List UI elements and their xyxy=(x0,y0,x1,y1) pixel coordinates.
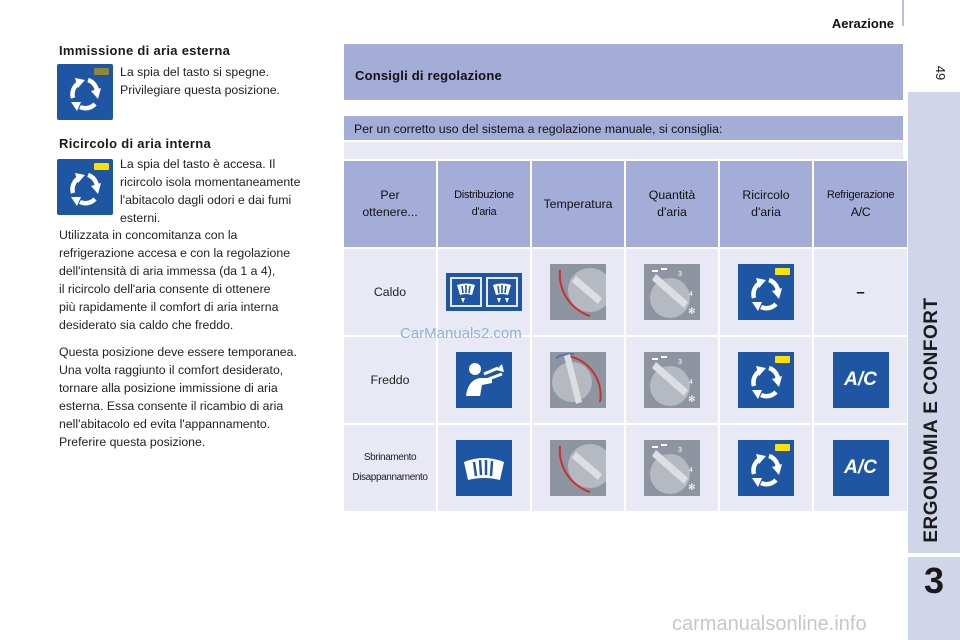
fan-speed-knob-icon xyxy=(644,440,700,496)
svg-text:4: 4 xyxy=(689,467,693,474)
distribution-cell xyxy=(438,337,530,423)
fan-speed-knob-icon xyxy=(644,264,700,320)
windscreen-defrost-icon xyxy=(456,440,512,496)
advice-panel-title: Consigli di regolazione xyxy=(355,68,502,83)
indicator-lamp-on xyxy=(94,163,109,170)
chapter-number: 3 xyxy=(923,560,945,601)
air-quantity-cell xyxy=(626,337,718,423)
chapter-title-vertical: ERGONOMIA E CONFORT xyxy=(921,297,942,543)
header-air-quantity: Quantità d'aria xyxy=(626,161,718,247)
section-title-recirculation: Ricircolo di aria interna xyxy=(59,136,211,151)
recirculation-cell xyxy=(720,425,812,511)
svg-text:✻: ✻ xyxy=(688,394,696,404)
temporary-position-paragraph: Questa posizione deve essere temporanea. Una volta raggiunto il comfort desiderato, tornare alla posizione immissione di aria esterna. Essa consente il ricambio di aria nell'abitacolo ed evita l'appannamento. Preferire questa posizione. xyxy=(59,345,297,449)
svg-text:✻: ✻ xyxy=(688,482,696,492)
ac-on-icon: A/C xyxy=(833,352,889,408)
svg-text:3: 3 xyxy=(678,271,682,278)
table-header-row xyxy=(344,161,907,247)
svg-text:4: 4 xyxy=(689,379,693,386)
recirculation-on-icon xyxy=(738,440,794,496)
svg-text:3: 3 xyxy=(678,447,682,454)
sideband-separator xyxy=(908,553,960,557)
recirculation-cell xyxy=(720,249,812,335)
recirculation-on-icon xyxy=(738,264,794,320)
svg-text:4: 4 xyxy=(689,291,693,298)
svg-text:✻: ✻ xyxy=(688,306,696,316)
header-air-conditioning: Refrigerazione A/C xyxy=(814,161,907,247)
section1-text: La spia del tasto si spegne. Privilegiare questa posizione. xyxy=(120,65,280,97)
air-quantity-cell xyxy=(626,249,718,335)
advice-intro-bar xyxy=(344,116,903,140)
watermark: CarManuals2.com xyxy=(400,325,522,342)
svg-text:3: 3 xyxy=(678,359,682,366)
advice-panel-header xyxy=(344,44,903,100)
header-recirculation: Ricircolo d'aria xyxy=(720,161,812,247)
header-for-result: Per ottenere... xyxy=(344,161,436,247)
temperature-cell xyxy=(532,249,624,335)
header-divider xyxy=(902,0,904,26)
temperature-knob-hot-icon xyxy=(550,264,606,320)
table-row xyxy=(344,425,907,511)
footer-watermark: carmanualsonline.info xyxy=(672,613,867,635)
section2-text: La spia del tasto è accesa. Il ricircolo isola momentaneamente l'abitacolo dagli odori e dai fumi esterni. xyxy=(120,157,301,225)
temperature-knob-hot-icon xyxy=(550,440,606,496)
advice-intro-text: Per un corretto uso del sistema a regolazione manuale, si consiglia: xyxy=(354,122,723,136)
table-spacer-strip xyxy=(344,142,903,159)
header-air-distribution: Distribuzione d'aria xyxy=(438,161,530,247)
fan-speed-knob-icon xyxy=(644,352,700,408)
ac-cell xyxy=(814,337,907,423)
indicator-lamp-off xyxy=(94,68,109,75)
temperature-cell xyxy=(532,337,624,423)
recirculation-cell xyxy=(720,337,812,423)
distribution-cell xyxy=(438,425,530,511)
page-header-title: Aerazione xyxy=(831,16,894,31)
recirculation-on-icon xyxy=(738,352,794,408)
row-label-hot: Caldo xyxy=(344,249,436,335)
air-intake-button-icon xyxy=(57,64,113,120)
row-label-cold: Freddo xyxy=(344,337,436,423)
page-number: 49 xyxy=(933,65,948,81)
ac-on-icon: A/C xyxy=(833,440,889,496)
air-quantity-cell xyxy=(626,425,718,511)
header-temperature: Temperatura xyxy=(532,161,624,247)
row-label-defrost: Sbrinamento Disappannamento xyxy=(344,425,436,511)
temperature-knob-cold-icon xyxy=(550,352,606,408)
feet-windscreen-distribution-icon xyxy=(446,273,522,311)
recirculation-usage-paragraph: Utilizzata in concomitanza con la refrigerazione accesa e con la regolazione dell'intensità di aria immessa (da 1 a 4), il ricircolo dell'aria consente di ottenere più rapidamente il comfort di aria interna desiderato sia caldo che freddo. xyxy=(59,228,291,332)
distribution-cell xyxy=(438,249,530,335)
recirculation-button-icon xyxy=(57,159,113,215)
table-row xyxy=(344,337,907,423)
face-vent-distribution-icon xyxy=(456,352,512,408)
section-title-outside-air: Immissione di aria esterna xyxy=(59,43,231,58)
temperature-cell xyxy=(532,425,624,511)
ac-cell xyxy=(814,425,907,511)
ac-off-dash: – xyxy=(814,249,907,335)
table-row xyxy=(344,249,907,335)
